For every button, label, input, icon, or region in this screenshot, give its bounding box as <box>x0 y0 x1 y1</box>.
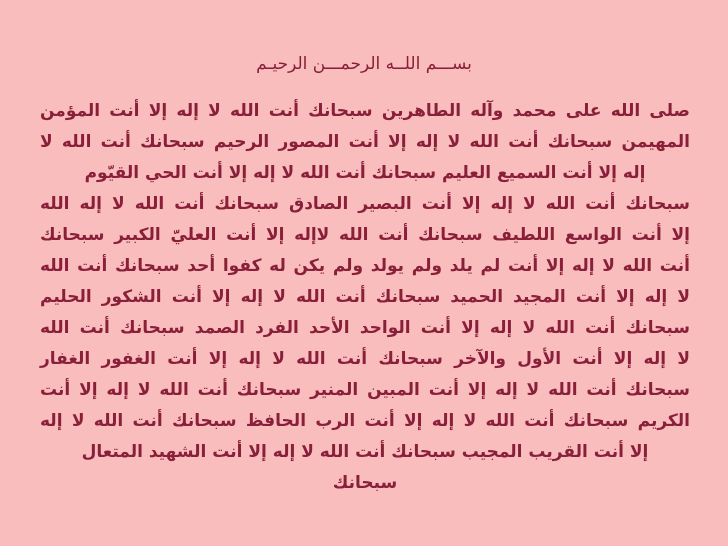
text-line-3: إله إلا أنت السميع العليم سبحانك أنت الله لا إله إلا أنت الحي القيّوم <box>84 163 646 183</box>
slide-body <box>40 96 690 499</box>
text-line-11: الكريم سبحانك أنت الله لا إله إلا أنت الرب الحافظ سبحانك أنت الله لا إله <box>40 411 690 431</box>
text-line-6: أنت الله لا إله إلا أنت لم يلد ولم يولد ولم يكن له كفوا أحد سبحانك أنت الله <box>40 256 690 276</box>
text-line-5: إلا أنت الواسع اللطيف سبحانك أنت الله لاإله إلا أنت العليّ الكبير سبحانك <box>40 225 690 245</box>
text-line-12: إلا أنت القريب المجيب سبحانك أنت الله لا إله إلا أنت الشهيد المتعال <box>81 442 649 462</box>
text-line-2: المهيمن سبحانك أنت الله لا إله إلا أنت المصور الرحيم سبحانك أنت الله لا <box>40 132 690 152</box>
text-line-4: سبحانك أنت الله لا إله إلا أنت البصير الصادق سبحانك أنت الله لا إله الله <box>40 194 690 214</box>
text-line-9: لا إله إلا أنت الأول والآخر سبحانك أنت الله لا إله إلا أنت الغفور الغفار <box>40 349 690 369</box>
text-line-1: صلى الله على محمد وآله الطاهرين سبحانك أنت الله لا إله إلا أنت المؤمن <box>40 101 690 121</box>
text-line-8: سبحانك أنت الله لا إله إلا أنت الواحد الأحد الفرد الصمد سبحانك أنت الله <box>40 318 690 338</box>
slide-title: بســـم اللــه الرحمـــن الرحيـم <box>256 54 472 74</box>
text-line-10: سبحانك أنت الله لا إله إلا أنت المبين المنير سبحانك أنت الله لا إله إلا أنت <box>40 380 690 400</box>
text-line-13: سبحانك <box>332 473 398 493</box>
text-line-7: لا إله إلا أنت المجيد الحميد سبحانك أنت الله لا إله إلا أنت الشكور الحليم <box>40 287 690 307</box>
